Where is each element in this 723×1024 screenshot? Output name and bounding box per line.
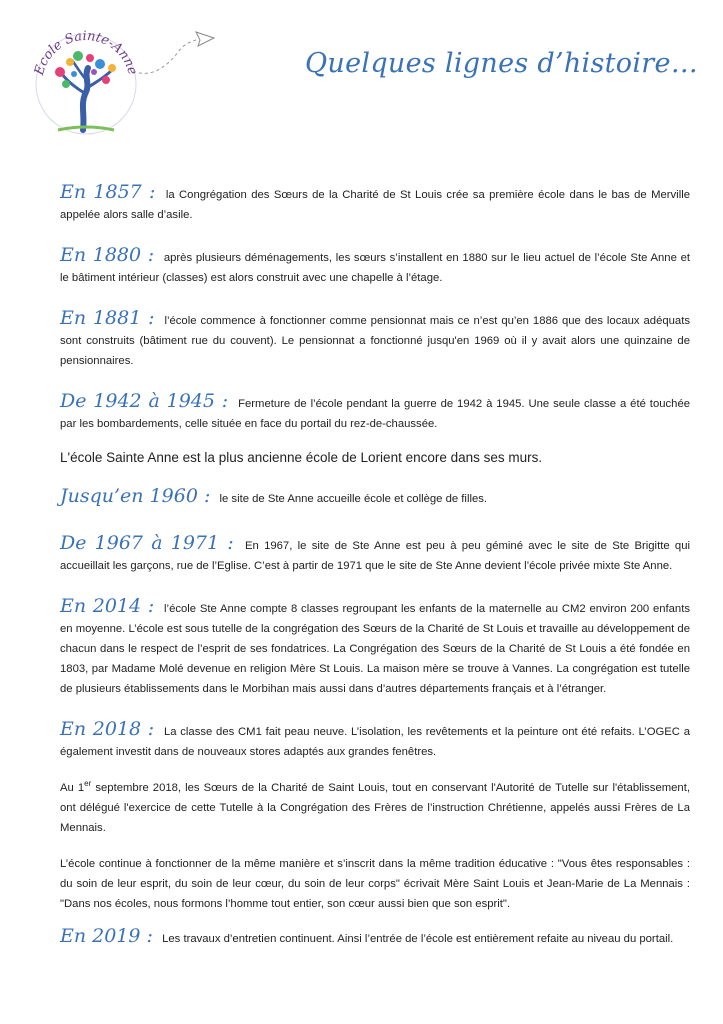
history-entry <box>60 182 690 225</box>
tutelle-text-start: Au 1 <box>60 782 85 794</box>
entry-text: La classe des CM1 fait peau neuve. L’isolation, les revêtements et la peinture ont été refaits. L’OGEC a également investit dans de nouveaux stores adaptés aux grandes fenêtres. <box>60 726 690 758</box>
entry-text: l’école Ste Anne compte 8 classes regroupant les enfants de la maternelle au CM2 environ 200 enfants en moyenne. L’école est sous tutelle de la congrégation des Sœurs de la Charité de St Louis et travaille au développement de chacun dans le respect de l’esprit de ses fondatrices. La Congrégation des Sœurs de la Charité de St Louis a été fondée en 1803, par Madame Molé devenue en religion Mère St Louis. La maison mère se trouve à Vannes. La congrégation est tutelle de plusieurs établissements dans le Morbihan mais aussi dans d’autres départements français et à l’étranger. <box>60 603 691 695</box>
history-entry <box>60 308 690 371</box>
school-logo <box>28 22 218 140</box>
entry-heading: En 1880 : <box>60 244 155 266</box>
entry-text: En 1967, le site de Ste Anne est peu à peu géminé avec le site de Ste Brigitte qui accueillait les garçons, rue de l’Eglise. C’est à partir de 1971 que le site de Ste Anne devient l’école privée mixte Ste Anne. <box>60 540 690 572</box>
tutelle-text-end: septembre 2018, les Sœurs de la Charité de Saint Louis, tout en conservant l'Autorité de Tutelle sur l'établissement, ont délégué l'exercice de cette Tutelle à la Congrégation des Frères de l’instruction Chrétienne, appelés aussi Frères de La Mennais. <box>60 782 690 834</box>
oldest-school-paragraph: L'école Sainte Anne est la plus ancienne école de Lorient encore dans ses murs. <box>60 450 543 465</box>
entry-text: l’école commence à fonctionner comme pensionnat mais ce n’est qu’en 1886 que des locaux adéquats sont construits (bâtiment rue du couvent). Le pensionnat a fonctionné jusqu'en 1969 où il y avait alors une quinzaine de pensionnaires. <box>60 315 690 367</box>
history-entry <box>60 486 690 509</box>
page-title: Quelques lignes d’histoire… <box>305 48 699 79</box>
entry-heading: Jusqu’en 1960 : <box>60 485 211 507</box>
entry-heading: De 1967 à 1971 : <box>60 532 234 554</box>
history-entry <box>60 245 690 288</box>
entry-heading: En 2019 : <box>60 925 153 947</box>
entry-text: le site de Ste Anne accueille école et collège de filles. <box>219 493 488 505</box>
history-entry <box>60 533 690 576</box>
entry-text: Les travaux d’entretien continuent. Ainsi l’entrée de l’école est entièrement refaite au niveau du portail. <box>162 933 674 945</box>
tutelle-paragraph <box>60 778 690 838</box>
history-entry <box>60 391 690 434</box>
entry-heading: En 1857 : <box>60 181 156 203</box>
entry-text: après plusieurs déménagements, les sœurs s’installent en 1880 sur le lieu actuel de l’école Ste Anne et le bâtiment intérieur (classes) est alors construit avec une chapelle à l’étage. <box>60 252 690 284</box>
tradition-paragraph: L’école continue à fonctionner de la même manière et s’inscrit dans la même tradition éducative : "Vous êtes responsables : du soin de leur esprit, du soin de leur cœur, du soin de leur corps" écrivait Mère Saint Louis et Jean-Marie de La Mennais : "Dans nos écoles, nous formons l’homme tout entier, son cœur aussi bien que son esprit". <box>60 858 690 910</box>
entry-text: la Congrégation des Sœurs de la Charité de St Louis crée sa première école dans le bas de Merville appelée alors salle d’asile. <box>60 189 690 221</box>
history-entry <box>60 596 690 699</box>
tree-logo-icon <box>28 22 218 140</box>
history-content <box>60 182 690 949</box>
entry-heading: En 1881 : <box>60 307 155 329</box>
history-entry <box>60 719 690 762</box>
history-entry <box>60 926 690 949</box>
logo-text: Ecole Sainte-Anne <box>31 28 140 77</box>
entry-heading: En 2014 : <box>60 595 155 617</box>
entry-text: Fermeture de l’école pendant la guerre de 1942 à 1945. Une seule classe a été touchée par les bombardements, celle située en face du portail du rez-de-chaussée. <box>60 398 691 430</box>
entry-heading: En 2018 : <box>60 718 155 740</box>
ordinal-suffix: er <box>84 779 92 789</box>
entry-heading: De 1942 à 1945 : <box>60 390 229 412</box>
